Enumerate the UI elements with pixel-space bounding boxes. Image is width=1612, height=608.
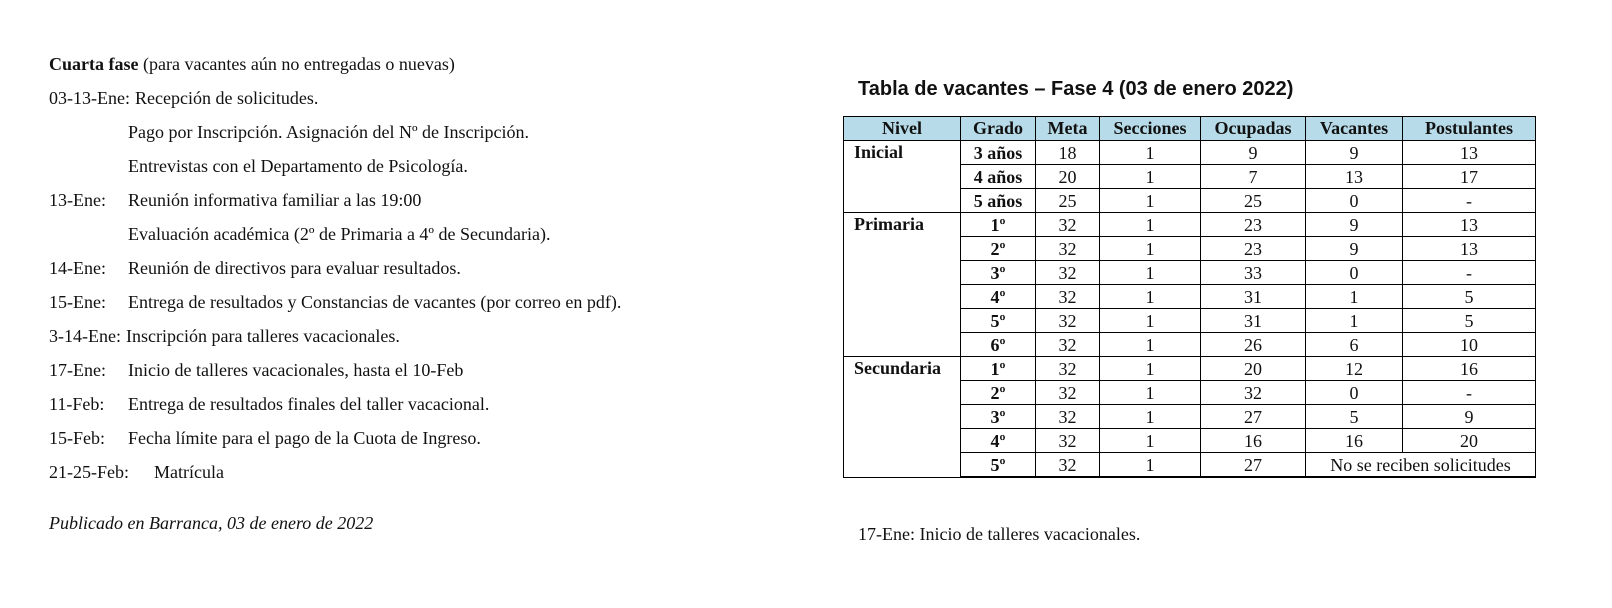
grado-cell: 5º	[961, 309, 1036, 333]
schedule-line	[49, 256, 769, 290]
schedule-date: 17-Ene:	[49, 360, 106, 380]
schedule-line	[49, 86, 769, 120]
table-cell: 1	[1100, 429, 1201, 453]
table-cell: 1	[1100, 357, 1201, 381]
table-cell: 7	[1201, 165, 1306, 189]
table-cell: -	[1403, 189, 1536, 213]
schedule-date: 11-Feb:	[49, 394, 105, 414]
table-row	[844, 357, 1536, 381]
table-cell: 13	[1403, 141, 1536, 165]
grado-cell: 3 años	[961, 141, 1036, 165]
schedule-text: Inicio de talleres vacacionales, hasta el 10-Feb	[128, 360, 464, 380]
table-title: Tabla de vacantes – Fase 4 (03 de enero 2022)	[858, 78, 1294, 100]
schedule-text: Recepción de solicitudes.	[134, 88, 319, 108]
table-cell: 1	[1100, 237, 1201, 261]
table-cell: 32	[1036, 309, 1100, 333]
table-cell: 33	[1201, 261, 1306, 285]
table-cell: 5	[1403, 285, 1536, 309]
table-cell: 16	[1201, 429, 1306, 453]
table-row	[844, 213, 1536, 237]
schedule-text: Inscripción para talleres vacacionales.	[125, 326, 400, 346]
schedule-section	[49, 52, 769, 494]
schedule-line	[49, 120, 769, 154]
table-cell: 26	[1201, 333, 1306, 357]
schedule-text: Matrícula	[154, 462, 224, 482]
table-cell: 9	[1306, 237, 1403, 261]
schedule-line	[49, 426, 769, 460]
table-cell: 23	[1201, 213, 1306, 237]
table-cell: 31	[1201, 285, 1306, 309]
table-cell: 1	[1100, 261, 1201, 285]
schedule-line	[49, 290, 769, 324]
nivel-cell: Inicial	[844, 141, 961, 213]
schedule-line	[49, 460, 769, 494]
table-cell: 5	[1306, 405, 1403, 429]
table-cell: 6	[1306, 333, 1403, 357]
schedule-line	[49, 188, 769, 222]
schedule-date: 14-Ene:	[49, 258, 106, 278]
schedule-text: Reunión informativa familiar a las 19:00	[128, 190, 422, 210]
grado-cell: 2º	[961, 381, 1036, 405]
grado-cell: 3º	[961, 261, 1036, 285]
table-cell: 5	[1403, 309, 1536, 333]
table-cell: 1	[1100, 381, 1201, 405]
schedule-text: Evaluación académica (2º de Primaria a 4º de Secundaria).	[128, 224, 551, 244]
table-cell: 32	[1036, 285, 1100, 309]
table-cell: 1	[1100, 141, 1201, 165]
table-cell: 32	[1201, 381, 1306, 405]
schedule-line	[49, 324, 769, 358]
schedule-text: Entrega de resultados y Constancias de vacantes (por correo en pdf).	[128, 292, 622, 312]
schedule-date: 15-Ene:	[49, 292, 106, 312]
vacancies-table	[843, 116, 1536, 478]
schedule-line	[49, 392, 769, 426]
table-cell: 20	[1201, 357, 1306, 381]
schedule-text: Entrevistas con el Departamento de Psicología.	[128, 156, 468, 176]
table-cell: 32	[1036, 213, 1100, 237]
table-cell: 13	[1403, 213, 1536, 237]
schedule-date: 03-13-Ene:	[49, 88, 130, 108]
workshop-note: 17-Ene: Inicio de talleres vacacionales.	[858, 524, 1141, 544]
table-cell: 32	[1036, 453, 1100, 478]
table-cell: 10	[1403, 333, 1536, 357]
phase-title: Cuarta fase	[49, 54, 139, 74]
grado-cell: 5º	[961, 453, 1036, 478]
table-cell: -	[1403, 261, 1536, 285]
table-row	[844, 141, 1536, 165]
table-cell: 32	[1036, 237, 1100, 261]
table-cell: 1	[1100, 309, 1201, 333]
table-cell: 12	[1306, 357, 1403, 381]
grado-cell: 6º	[961, 333, 1036, 357]
schedule-date: 15-Feb:	[49, 428, 105, 448]
table-cell: 23	[1201, 237, 1306, 261]
table-cell: 13	[1403, 237, 1536, 261]
table-cell: 9	[1403, 405, 1536, 429]
publication-note: Publicado en Barranca, 03 de enero de 2022	[49, 513, 374, 533]
grado-cell: 5 años	[961, 189, 1036, 213]
table-cell: 32	[1036, 261, 1100, 285]
table-cell: 1	[1100, 405, 1201, 429]
table-cell: 1	[1100, 453, 1201, 478]
column-header: Grado	[961, 117, 1036, 141]
schedule-heading	[49, 52, 769, 86]
table-cell: 20	[1403, 429, 1536, 453]
table-cell: 1	[1306, 285, 1403, 309]
schedule-date: 21-25-Feb:	[49, 462, 129, 482]
table-cell: 1	[1100, 189, 1201, 213]
grado-cell: 4º	[961, 285, 1036, 309]
table-cell: 1	[1100, 285, 1201, 309]
table-cell: 1	[1100, 213, 1201, 237]
table-cell: 16	[1306, 429, 1403, 453]
grado-cell: 3º	[961, 405, 1036, 429]
table-cell: 13	[1306, 165, 1403, 189]
table-cell: 9	[1306, 141, 1403, 165]
grado-cell: 2º	[961, 237, 1036, 261]
table-cell: 18	[1036, 141, 1100, 165]
schedule-text: Entrega de resultados finales del taller vacacional.	[128, 394, 490, 414]
nivel-cell: Primaria	[844, 213, 961, 357]
table-cell: 17	[1403, 165, 1536, 189]
schedule-date: 3-14-Ene:	[49, 326, 121, 346]
schedule-line	[49, 358, 769, 392]
table-cell: 0	[1306, 189, 1403, 213]
table-cell: 0	[1306, 381, 1403, 405]
table-cell: 32	[1036, 381, 1100, 405]
table-cell: 20	[1036, 165, 1100, 189]
grado-cell: 1º	[961, 357, 1036, 381]
table-cell: 9	[1306, 213, 1403, 237]
schedule-line	[49, 154, 769, 188]
column-header: Postulantes	[1403, 117, 1536, 141]
table-cell: -	[1403, 381, 1536, 405]
phase-subtitle: (para vacantes aún no entregadas o nuevas)	[138, 54, 455, 74]
table-cell: 1	[1306, 309, 1403, 333]
schedule-text: Fecha límite para el pago de la Cuota de Ingreso.	[128, 428, 481, 448]
column-header: Ocupadas	[1201, 117, 1306, 141]
table-cell: 32	[1036, 357, 1100, 381]
column-header: Nivel	[844, 117, 961, 141]
table-cell: 31	[1201, 309, 1306, 333]
column-header: Vacantes	[1306, 117, 1403, 141]
table-cell: 32	[1036, 405, 1100, 429]
schedule-text: Reunión de directivos para evaluar resultados.	[128, 258, 461, 278]
grado-cell: 4º	[961, 429, 1036, 453]
table-cell: 16	[1403, 357, 1536, 381]
table-cell: 0	[1306, 261, 1403, 285]
schedule-date: 13-Ene:	[49, 190, 106, 210]
table-cell: No se reciben solicitudes	[1306, 453, 1536, 478]
schedule-text: Pago por Inscripción. Asignación del Nº de Inscripción.	[128, 122, 529, 142]
grado-cell: 1º	[961, 213, 1036, 237]
table-cell: 1	[1100, 165, 1201, 189]
table-cell: 32	[1036, 333, 1100, 357]
column-header: Meta	[1036, 117, 1100, 141]
table-cell: 1	[1100, 333, 1201, 357]
column-header: Secciones	[1100, 117, 1201, 141]
grado-cell: 4 años	[961, 165, 1036, 189]
nivel-cell: Secundaria	[844, 357, 961, 478]
table-cell: 9	[1201, 141, 1306, 165]
schedule-line	[49, 222, 769, 256]
table-cell: 27	[1201, 405, 1306, 429]
table-cell: 32	[1036, 429, 1100, 453]
table-cell: 25	[1201, 189, 1306, 213]
table-cell: 25	[1036, 189, 1100, 213]
table-cell: 27	[1201, 453, 1306, 478]
